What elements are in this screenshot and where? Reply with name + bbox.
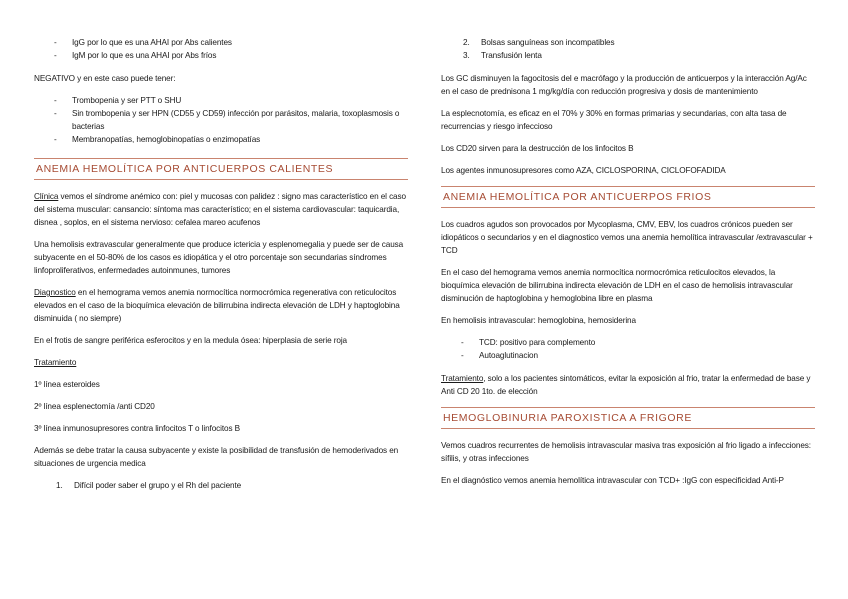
list-number: 2. xyxy=(463,38,470,47)
negativo-list xyxy=(34,94,408,146)
diagnostico-label: Diagnostico xyxy=(34,288,76,297)
hemolisis-paragraph: Una hemolisis extravascular generalmente que produce ictericia y esplenomegalia y puede ser de causa subyacente en el 50-80% de los casos es idiopática y el otro porcentaje son secundarias síndromes linfoproliferativos, enfermedades autoinmunes, tumores xyxy=(34,240,404,275)
list-item: - Trombopenia y ser PTT o SHU xyxy=(34,94,408,107)
list-item: - IgM por lo que es una AHAI por Abs fríos xyxy=(34,49,408,62)
hemograma-paragraph: En el caso del hemograma vemos anemia normocítica normocrómica reticulocitos elevados, la bioquímica elevación de bilirrubina indirecta elevación de LDH en el caso de hemolisis intravascular disminución de haptoglobina y hemoglobina libre en plasma xyxy=(441,268,793,303)
diagnostico-hpf-paragraph: En el diagnóstico vemos anemia hemolítica intravascular con TCD+ :IgG con especificidad Anti-P xyxy=(441,476,784,485)
diagnostico-text: en el hemograma vemos anemia normocítica normocrómica regenerativa con reticulocitos elevados en el caso de la bioquímica elevación de bilirrubina indirecta elevación de LDH y haptoglobina disminuida ( no siempre) xyxy=(34,288,400,323)
list-text: Difícil poder saber el grupo y el Rh del paciente xyxy=(74,481,242,490)
list-item: - TCD: positivo para complemento xyxy=(441,336,815,349)
section-heading-anticuerpos-calientes: ANEMIA HEMOLÍTICA POR ANTICUERPOS CALIENTES xyxy=(34,158,408,180)
list-item: - Membranopatías, hemoglobinopatías o enzimopatías xyxy=(34,133,408,146)
section-heading-hemoglobinuria: HEMOGLOBINURIA PAROXISTICA A FRIGORE xyxy=(441,407,815,429)
list-item: - IgG por lo que es una AHAI por Abs calientes xyxy=(34,36,408,49)
frotis-paragraph: En el frotis de sangre periférica esferocitos y en la medula ósea: hiperplasia de serie roja xyxy=(34,336,348,345)
section-heading-anticuerpos-frios: ANEMIA HEMOLÍTICA POR ANTICUERPOS FRIOS xyxy=(441,186,815,208)
hemolisis-intravascular: En hemolisis intravascular: hemoglobina, hemosiderina xyxy=(441,316,636,325)
tratamiento-paragraph xyxy=(441,372,815,398)
list-item xyxy=(441,49,815,62)
negativo-intro: NEGATIVO y en este caso puede tener: xyxy=(34,74,176,83)
gc-paragraph: Los GC disminuyen la fagocitosis del e macrófago y la producción de anticuerpos y la interacción Ag/Ac en el caso de prednisona 1 mg/kg/día con reducción progresiva y dosis de mantenimiento xyxy=(441,74,807,96)
clinica-text: vemos el síndrome anémico con: piel y mucosas con palidez : signo mas característico en el caso del sistema muscular: cansancio: síntoma mas característico; en el sistema cardiovascular: taquicardia, disnea , soplos, en el sistema nervioso: cefalea mareo acufenos xyxy=(34,192,406,227)
cd20-paragraph: Los CD20 sirven para la destrucción de los linfocitos B xyxy=(441,144,634,153)
tratamiento-text: , solo a los pacientes sintomáticos, evitar la exposición al frio, tratar la enfermedad de base y Anti CD 20 1to. de elección xyxy=(441,374,811,396)
list-item xyxy=(34,479,408,492)
transfusion-list-continued xyxy=(441,36,815,62)
right-column xyxy=(441,36,815,496)
tratamiento-heading: Tratamiento xyxy=(34,358,77,367)
ig-list xyxy=(34,36,408,62)
inmunosupresores-paragraph: Los agentes inmunosupresores como AZA, CICLOSPORINA, CICLOFOFADIDA xyxy=(441,166,726,175)
list-item xyxy=(441,36,815,49)
diagnostico-paragraph xyxy=(34,286,408,325)
esplenectomia-paragraph: La esplecnotomía, es eficaz en el 70% y 30% en formas primarias y secundarias, con alta tasa de recurrencias y riesgo infeccioso xyxy=(441,109,787,131)
list-number: 3. xyxy=(463,51,470,60)
clinica-paragraph xyxy=(34,190,408,229)
linea-1: 1º línea esteroides xyxy=(34,380,100,389)
list-item: - Autoaglutinacion xyxy=(441,349,815,362)
left-column xyxy=(34,36,408,501)
vemos-paragraph: Vemos cuadros recurrentes de hemolisis intravascular masiva tras exposición al frio ligado a infecciones: sífilis, y otras infecciones xyxy=(441,441,811,463)
ademas-paragraph: Además se debe tratar la causa subyacente y existe la posibilidad de transfusión de hemoderivados en situaciones de urgencia medica xyxy=(34,446,399,468)
linea-3: 3º línea inmunosupresores contra linfocitos T o linfocitos B xyxy=(34,424,241,433)
list-text: Bolsas sanguíneas son incompatibles xyxy=(481,38,615,47)
list-number: 1. xyxy=(56,481,63,490)
linea-2: 2º línea esplenectomía /anti CD20 xyxy=(34,402,155,411)
transfusion-list xyxy=(34,479,408,492)
tcd-list xyxy=(441,336,815,362)
tratamiento-label: Tratamiento xyxy=(441,374,484,383)
list-item: - Sin trombopenia y ser HPN (CD55 y CD59) infección por parásitos, malaria, toxoplasmosis o bacterias xyxy=(34,107,408,133)
list-text: Transfusión lenta xyxy=(481,51,542,60)
cuadros-paragraph: Los cuadros agudos son provocados por Mycoplasma, CMV, EBV, los cuadros crónicos pueden ser idiopáticos o secundarios y en el diagnostico vemos una anemia hemolítica intravascular /extravascular + TCD xyxy=(441,220,813,255)
clinica-label: Clínica xyxy=(34,192,59,201)
